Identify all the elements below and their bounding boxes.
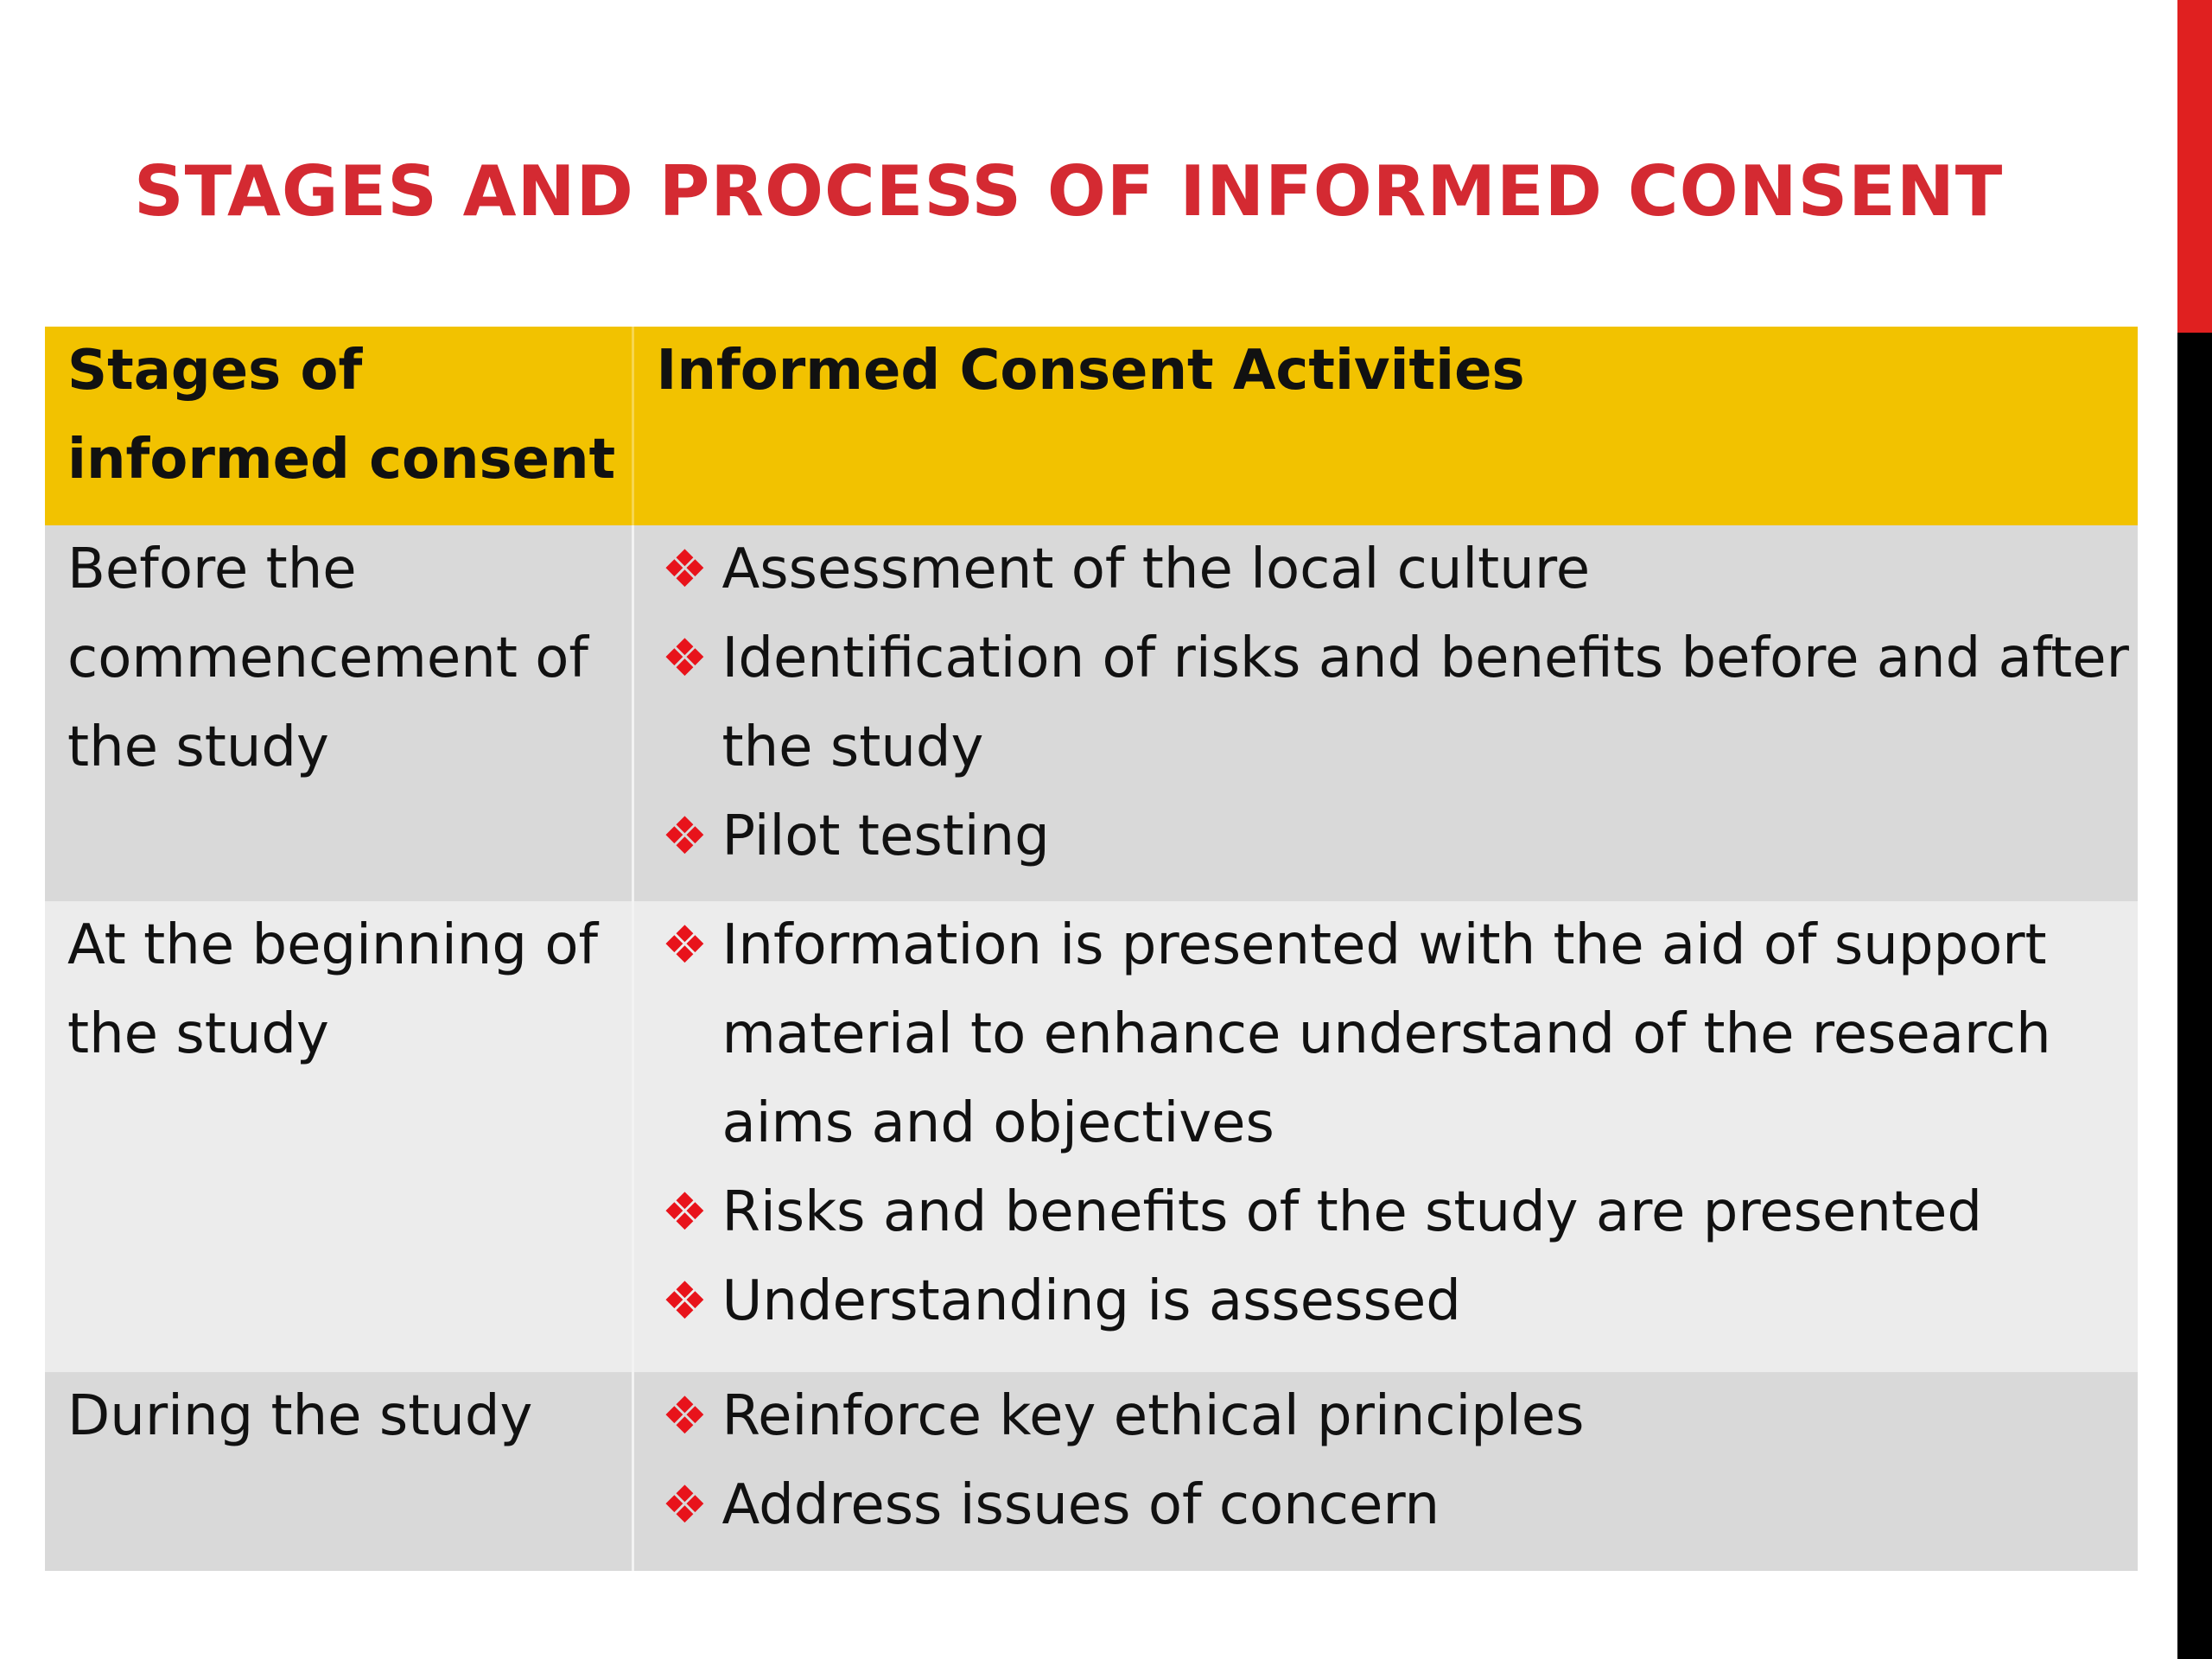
activity-text: Assessment of the local culture: [721, 537, 1591, 601]
activity-item: [657, 614, 2139, 792]
table-row: [45, 1372, 2138, 1571]
consent-stages-table: [45, 327, 2138, 1571]
header-stages: Stages of informed consent: [45, 327, 632, 525]
activity-text: Understanding is assessed: [721, 1269, 1461, 1333]
activities-cell: [632, 525, 2138, 901]
red-four-diamond-icon: ❖: [661, 1182, 709, 1243]
activities-cell: [632, 901, 2138, 1372]
accent-bar-black: [2177, 333, 2212, 1659]
activity-item: [657, 1372, 2139, 1461]
activity-item: [657, 1168, 2139, 1257]
red-four-diamond-icon: ❖: [661, 1386, 709, 1446]
table-header-row: [45, 327, 2138, 525]
table-row: [45, 901, 2138, 1372]
red-four-diamond-icon: ❖: [661, 1271, 709, 1332]
red-four-diamond-icon: ❖: [661, 628, 709, 689]
activity-item: [657, 525, 2139, 614]
activity-item: [657, 1257, 2139, 1346]
activity-list: [657, 525, 2139, 881]
accent-bar-red: [2177, 0, 2212, 333]
activity-text: Address issues of concern: [721, 1473, 1440, 1537]
activity-text: Pilot testing: [721, 804, 1050, 868]
table-row: [45, 525, 2138, 901]
red-four-diamond-icon: ❖: [661, 806, 709, 867]
activities-cell: [632, 1372, 2138, 1571]
red-four-diamond-icon: ❖: [661, 539, 709, 600]
activity-text: Identification of risks and benefits before and after the study: [721, 626, 2129, 779]
activity-text: Risks and benefits of the study are presented: [721, 1180, 1982, 1244]
red-four-diamond-icon: ❖: [661, 1475, 709, 1535]
activity-list: [657, 1372, 2139, 1550]
stage-cell: Before the commencement of the study: [45, 525, 632, 901]
activity-text: Reinforce key ethical principles: [721, 1384, 1585, 1448]
activity-text: Information is presented with the aid of support material to enhance understand of the research aims and objectives: [721, 913, 2051, 1155]
stage-cell: At the beginning of the study: [45, 901, 632, 1372]
slide-title: STAGES AND PROCESS OF INFORMED CONSENT: [134, 151, 2004, 232]
activity-item: [657, 1461, 2139, 1550]
red-four-diamond-icon: ❖: [661, 915, 709, 976]
activity-item: [657, 792, 2139, 881]
header-activities: Informed Consent Activities: [632, 327, 2138, 525]
activity-item: [657, 901, 2139, 1168]
activity-list: [657, 901, 2139, 1346]
stage-cell: During the study: [45, 1372, 632, 1571]
